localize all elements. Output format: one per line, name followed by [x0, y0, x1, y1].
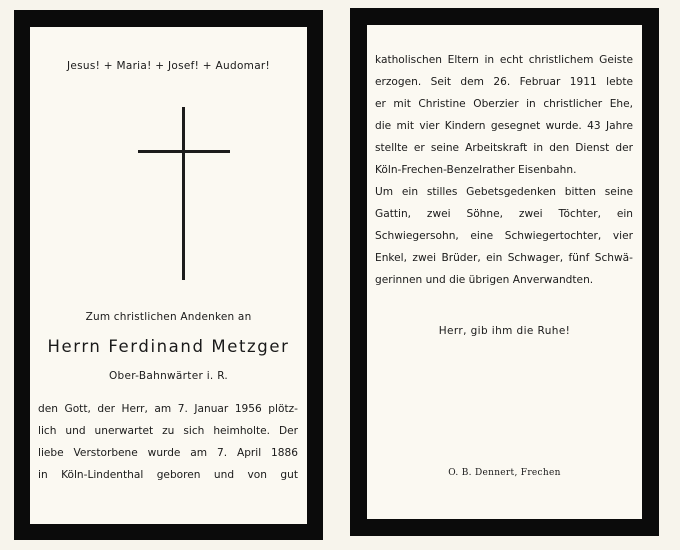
cross-bar	[138, 150, 230, 153]
text-line: stellte er seine Arbeitskraft in den Dienst der	[375, 142, 633, 154]
deceased-title: Ober-Bahnwärter i. R.	[108, 370, 229, 382]
right-card	[367, 25, 642, 519]
text-line: Um ein stilles Gebetsgedenken bitten seine	[375, 186, 633, 198]
text-line: den Gott, der Herr, am 7. Januar 1956 plötz-	[38, 403, 298, 415]
closing-prayer: Herr, gib ihm die Ruhe!	[438, 325, 571, 337]
text-line: in Köln-Lindenthal geboren und von gut	[38, 469, 298, 481]
left-body-text	[38, 398, 298, 486]
text-line: Köln-Frechen-Benzelrather Eisenbahn.	[375, 164, 577, 176]
text-line: Schwiegersohn, eine Schwiegertochter, vier	[375, 230, 633, 242]
text-line: lich und unerwartet zu sich heimholte. Der	[38, 425, 298, 437]
deceased-name: Herrn Ferdinand Metzger	[47, 337, 290, 356]
text-line: Enkel, zwei Brüder, ein Schwager, fünf Schwä-	[375, 252, 633, 264]
text-line: erzogen. Seit dem 26. Februar 1911 lebte	[375, 76, 633, 88]
left-card	[30, 27, 307, 524]
saints-invocation: Jesus! + Maria! + Josef! + Audomar!	[66, 60, 271, 72]
text-line: Gattin, zwei Söhne, zwei Töchter, ein	[375, 208, 633, 220]
memorial-line: Zum christlichen Andenken an	[85, 311, 252, 323]
right-card-border	[350, 8, 659, 536]
text-line: liebe Verstorbene wurde am 7. April 1886	[38, 447, 298, 459]
biography-paragraph	[375, 49, 633, 181]
text-line: er mit Christine Oberzier in christlicher Ehe,	[375, 98, 633, 110]
text-line: katholischen Eltern in echt christlichem Geiste	[375, 54, 633, 66]
text-line: gerinnen und die übrigen Anverwandten.	[375, 274, 594, 286]
family-paragraph	[375, 181, 633, 291]
left-card-border	[14, 10, 323, 540]
printer-imprint: O. B. Dennert, Frechen	[448, 468, 561, 478]
text-line: die mit vier Kindern gesegnet wurde. 43 Jahre	[375, 120, 633, 132]
cross-icon	[182, 107, 185, 280]
